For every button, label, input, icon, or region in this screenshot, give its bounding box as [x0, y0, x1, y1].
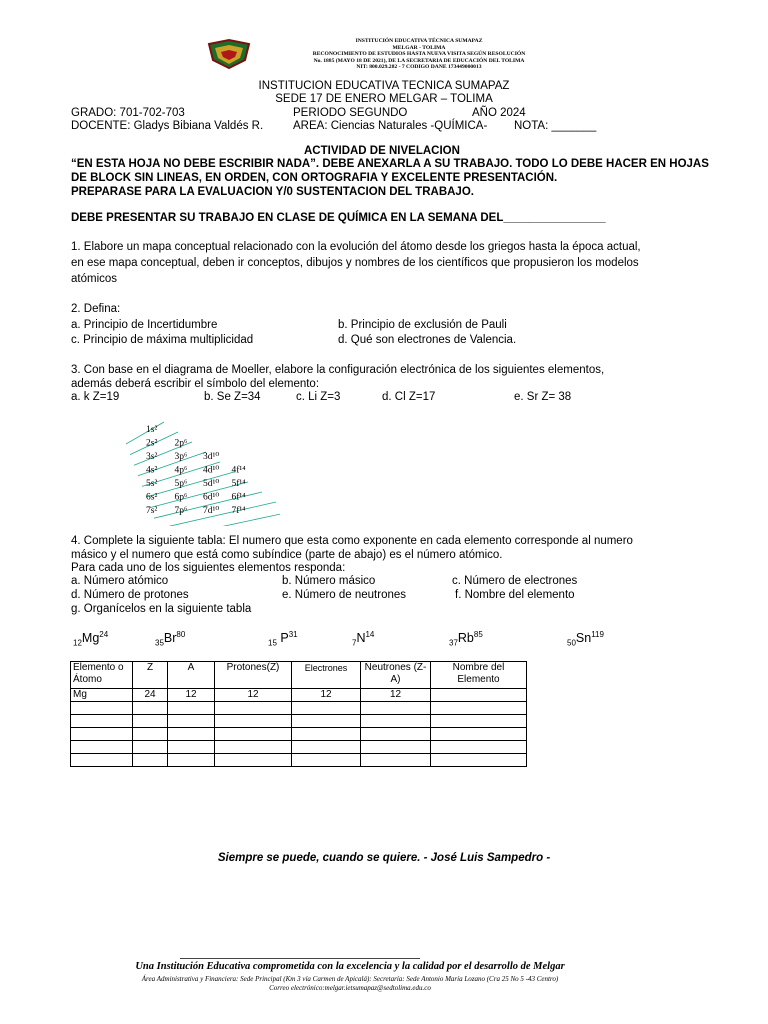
orbital-label: 5s²	[146, 479, 158, 489]
orbital-label: 3p⁶	[174, 452, 188, 462]
table-cell	[168, 702, 215, 715]
table-cell: Mg	[71, 689, 133, 702]
table-cell	[292, 741, 361, 754]
table-cell	[431, 689, 527, 702]
table-header-cell: Nombre del Elemento	[431, 662, 527, 689]
orbital-label: 5f¹⁴	[231, 479, 246, 489]
grado-field: GRADO: 701-702-703	[71, 107, 185, 119]
element-symbol: $_{12}Mg^{24}$	[73, 630, 109, 648]
question-1-line: 1. Elabore un mapa conceptual relacionado con la evolución del átomo desde los griegos hasta la época actual,	[71, 241, 641, 253]
table-header-cell: Elemento o Átomo	[71, 662, 133, 689]
footer-divider	[180, 958, 420, 959]
table-cell	[168, 741, 215, 754]
footer-motto: Una Institución Educativa comprometida con la excelencia y la calidad por el desarrollo de Melgar	[135, 961, 565, 972]
table-cell	[133, 728, 168, 741]
question-3-line: 3. Con base en el diagrama de Moeller, elabore la configuración electrónica de los siguientes elementos,	[71, 364, 605, 376]
table-cell: 12	[361, 689, 431, 702]
orbital-label: 6s²	[146, 492, 158, 503]
table-cell	[71, 715, 133, 728]
footer-address: Área Administrativa y Financiera: Sede Principal (Km 3 vía Carmen de Apicalá): Secretaría: Sede Antonio María Lozano (Cra 25 No 5 -43 Centro)	[141, 975, 559, 983]
table-cell: 12	[215, 689, 292, 702]
table-cell	[431, 702, 527, 715]
instruction-line: DE BLOCK SIN LINEAS, EN ORDEN, CON ORTOGRAFIA Y EXCELENTE PRESENTACIÓN.	[71, 172, 558, 184]
question-4-line: másico y el numero que está como subíndice (parte de abajo) es el número atómico.	[71, 549, 503, 561]
orbital-label: 2p⁶	[174, 438, 188, 449]
table-cell	[215, 715, 292, 728]
question-4-item-b: b. Número másico	[282, 575, 376, 587]
institution-name: INSTITUCION EDUCATIVA TECNICA SUMAPAZ	[258, 80, 510, 92]
moeller-diagram	[120, 418, 280, 526]
table-cell	[292, 715, 361, 728]
question-3-item-a: a. k Z=19	[71, 391, 120, 403]
table-cell	[215, 741, 292, 754]
table-cell	[431, 741, 527, 754]
anio-field: AÑO 2024	[472, 107, 526, 119]
orbital-label: 4f¹⁴	[231, 465, 246, 476]
footer-email: Correo electrónico:melgar.ietsumapaz@sedtolima.edu.co	[269, 984, 431, 992]
table-cell	[168, 754, 215, 767]
element-symbol: $_{35}Br^{80}$	[155, 630, 186, 648]
table-cell	[71, 754, 133, 767]
table-cell	[292, 702, 361, 715]
table-cell	[361, 702, 431, 715]
table-cell	[431, 728, 527, 741]
question-3-line: además deberá escribir el símbolo del elemento:	[71, 378, 320, 390]
docente-field: DOCENTE: Gladys Bibiana Valdés R.	[71, 120, 264, 132]
orbital-label: 3d¹⁰	[203, 452, 220, 462]
table-header-cell: A	[168, 662, 215, 689]
table-header-cell: Protones(Z)	[215, 662, 292, 689]
deadline-line: DEBE PRESENTAR SU TRABAJO EN CLASE DE QUÍMICA EN LA SEMANA DEL________________	[71, 212, 606, 224]
orbital-label: 5d¹⁰	[203, 479, 220, 489]
nota-field: NOTA: _______	[514, 120, 597, 132]
orbital-label: 3s²	[146, 452, 158, 462]
question-4-item-g: g. Organícelos en la siguiente tabla	[71, 603, 252, 615]
question-2-item-d: d. Qué son electrones de Valencia.	[338, 334, 517, 346]
table-cell: 12	[168, 689, 215, 702]
element-symbol: $_{50}Sn^{119}$	[567, 630, 604, 648]
question-2-intro: 2. Defina:	[71, 303, 121, 315]
question-4-item-c: c. Número de electrones	[452, 575, 578, 587]
table-cell	[168, 728, 215, 741]
table-cell	[215, 728, 292, 741]
question-3-item-c: c. Li Z=3	[296, 391, 341, 403]
table-cell	[133, 702, 168, 715]
table-cell	[361, 728, 431, 741]
table-header-cell: Z	[133, 662, 168, 689]
table-cell	[133, 754, 168, 767]
table-cell	[361, 741, 431, 754]
table-row	[71, 728, 527, 741]
orbital-label: 4d¹⁰	[203, 465, 220, 476]
question-2-item-a: a. Principio de Incertidumbre	[71, 319, 218, 331]
question-3-item-b: b. Se Z=34	[204, 391, 261, 403]
question-1-line: en ese mapa conceptual, deben ir conceptos, dibujos y nombres de los científicos que propusieron los modelos	[71, 257, 639, 269]
moeller-arrow	[126, 422, 164, 444]
orbital-label: 2s²	[146, 438, 158, 449]
orbital-label: 7p⁶	[174, 506, 188, 516]
periodo-field: PERIODO SEGUNDO	[293, 107, 408, 119]
table-cell: 12	[292, 689, 361, 702]
table-cell	[292, 728, 361, 741]
school-crest-icon	[205, 38, 253, 70]
table-row	[71, 754, 527, 767]
orbital-label: 7f¹⁴	[231, 506, 246, 516]
table-cell	[71, 728, 133, 741]
table-cell	[361, 754, 431, 767]
question-3-item-d: d. Cl Z=17	[382, 391, 436, 403]
element-symbol: $_{37}Rb^{85}$	[449, 630, 483, 648]
orbital-label: 7s²	[146, 506, 158, 516]
page-title: ACTIVIDAD DE NIVELACION	[304, 145, 460, 157]
question-1-line: atómicos	[71, 273, 118, 285]
table-cell	[71, 702, 133, 715]
orbital-label: 7d¹⁰	[203, 506, 220, 516]
table-cell: 24	[133, 689, 168, 702]
question-2-item-b: b. Principio de exclusión de Pauli	[338, 319, 507, 331]
sede-line: SEDE 17 DE ENERO MELGAR – TOLIMA	[275, 93, 493, 105]
closing-quote: Siempre se puede, cuando se quiere. - José Luis Sampedro -	[217, 852, 551, 864]
question-2-item-c: c. Principio de máxima multiplicidad	[71, 334, 254, 346]
letterhead	[205, 38, 575, 72]
table-row	[71, 715, 527, 728]
table-header-cell: Neutrones (Z-A)	[361, 662, 431, 689]
instruction-line: “EN ESTA HOJA NO DEBE ESCRIBIR NADA”. DEBE ANEXARLA A SU TRABAJO. TODO LO DEBE HACER EN HOJAS	[71, 158, 709, 170]
orbital-label: 6p⁶	[174, 492, 188, 503]
orbital-label: 4p⁶	[174, 465, 188, 476]
question-4-item-e: e. Número de neutrones	[282, 589, 407, 601]
table-header-cell: Electrones	[292, 662, 361, 689]
orbital-label: 6f¹⁴	[231, 492, 246, 503]
area-field: AREA: Ciencias Naturales -QUÍMICA-	[293, 120, 488, 132]
question-4-item-d: d. Número de protones	[71, 589, 189, 601]
table-cell	[431, 715, 527, 728]
orbital-label: 6d¹⁰	[203, 492, 220, 503]
orbital-label: 1s²	[146, 425, 158, 435]
table-header-row	[71, 662, 527, 689]
table-cell	[361, 715, 431, 728]
orbital-label: 4s²	[146, 465, 158, 476]
table-cell	[71, 741, 133, 754]
question-4-line: Para cada uno de los siguientes elementos responda:	[71, 562, 346, 574]
question-4-item-f: f. Nombre del elemento	[455, 589, 575, 601]
table-cell	[215, 702, 292, 715]
element-symbol: $_{15}$ $P^{31}$	[268, 630, 298, 648]
element-symbol: $_7N^{14}$	[352, 630, 375, 648]
table-row	[71, 702, 527, 715]
table-cell	[168, 715, 215, 728]
table-row	[71, 741, 527, 754]
table-cell	[215, 754, 292, 767]
table-cell	[431, 754, 527, 767]
question-4-line: 4. Complete la siguiente tabla: El numero que esta como exponente en cada elemento corresponde al numero	[71, 535, 633, 547]
moeller-arrow	[146, 472, 234, 497]
question-4-item-a: a. Número atómico	[71, 575, 169, 587]
table-cell	[292, 754, 361, 767]
table-cell	[133, 715, 168, 728]
question-3-item-e: e. Sr Z= 38	[514, 391, 572, 403]
table-row	[71, 689, 527, 702]
orbital-label: 5p⁶	[174, 479, 188, 489]
letterhead-text: INSTITUCIÓN EDUCATIVA TÉCNICA SUMAPAZ MELGAR - TOLIMA RECONOCIMIENTO DE ESTUDIOS HASTA NUEVA VISITA SEGÚN RESOLUCIÓN No. 1885 (MAYO 18 DE 2021), DE LA SECRETARIA DE EDUCACIÓN DEL TOLIMA NIT: 800.029.282 - 7 CODIGO DANE 173449000013	[312, 38, 526, 71]
instruction-line: PREPARASE PARA LA EVALUACION Y/0 SUSTENTACION DEL TRABAJO.	[71, 186, 474, 198]
neutron-table	[70, 661, 527, 767]
table-cell	[133, 741, 168, 754]
